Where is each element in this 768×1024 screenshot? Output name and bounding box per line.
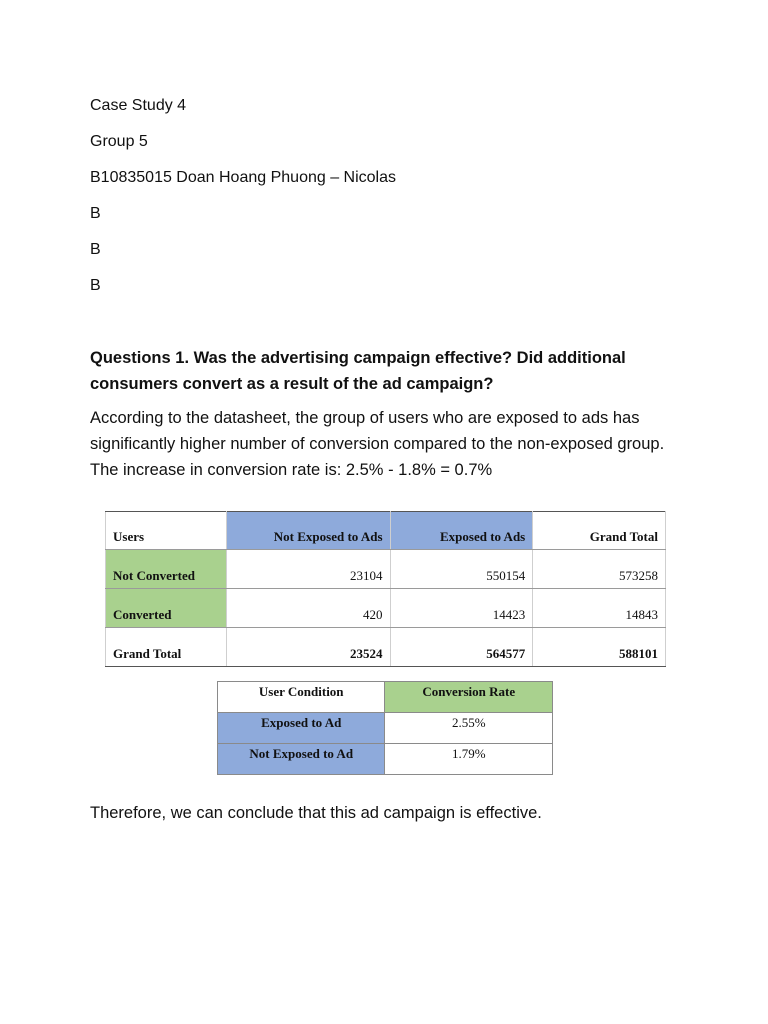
member-line-1: B10835015 Doan Hoang Phuong – Nicolas <box>90 169 397 186</box>
conversion-rate-table <box>217 681 553 775</box>
table-header-row <box>218 682 553 713</box>
conversion-counts-table <box>105 511 666 667</box>
table-cell: 564577 <box>390 628 533 667</box>
table-row <box>218 713 553 744</box>
question-heading: Questions 1. Was the advertising campaign effective? Did additional consumers convert as a result of the ad campaign? <box>90 349 626 393</box>
table-header-cell: Users <box>106 512 227 550</box>
member-line-2: B <box>90 205 101 222</box>
table-cell: 573258 <box>533 550 666 589</box>
table-cell: 420 <box>226 589 390 628</box>
row-label-cell: Converted <box>106 589 227 628</box>
table-header-cell: User Condition <box>218 682 385 713</box>
table-row <box>106 550 666 589</box>
table-row <box>218 744 553 775</box>
table-cell: 550154 <box>390 550 533 589</box>
table-header-cell: Not Exposed to Ads <box>226 512 390 550</box>
table-cell: 1.79% <box>385 744 553 775</box>
table-cell: 14843 <box>533 589 666 628</box>
group-label: Group 5 <box>90 133 148 150</box>
table-cell: 23524 <box>226 628 390 667</box>
table-cell: 14423 <box>390 589 533 628</box>
member-line-4: B <box>90 277 101 294</box>
table-header-cell: Grand Total <box>533 512 666 550</box>
row-label-cell: Grand Total <box>106 628 227 667</box>
member-line-3: B <box>90 241 101 258</box>
row-label-cell: Not Exposed to Ad <box>218 744 385 775</box>
table-header-row <box>106 512 666 550</box>
row-label-cell: Not Converted <box>106 550 227 589</box>
table-total-row <box>106 628 666 667</box>
table-cell: 2.55% <box>385 713 553 744</box>
table-row <box>106 589 666 628</box>
table-header-cell: Exposed to Ads <box>390 512 533 550</box>
answer-paragraph: According to the datasheet, the group of users who are exposed to ads has significantly higher number of conversion compared to the non-exposed group. The increase in conversion rate is: 2.5% - 1.8% = 0.7% <box>90 409 665 479</box>
case-study-title: Case Study 4 <box>90 97 187 114</box>
row-label-cell: Exposed to Ad <box>218 713 385 744</box>
table-cell: 23104 <box>226 550 390 589</box>
conclusion-text: Therefore, we can conclude that this ad campaign is effective. <box>90 804 542 822</box>
table-header-cell: Conversion Rate <box>385 682 553 713</box>
table-cell: 588101 <box>533 628 666 667</box>
